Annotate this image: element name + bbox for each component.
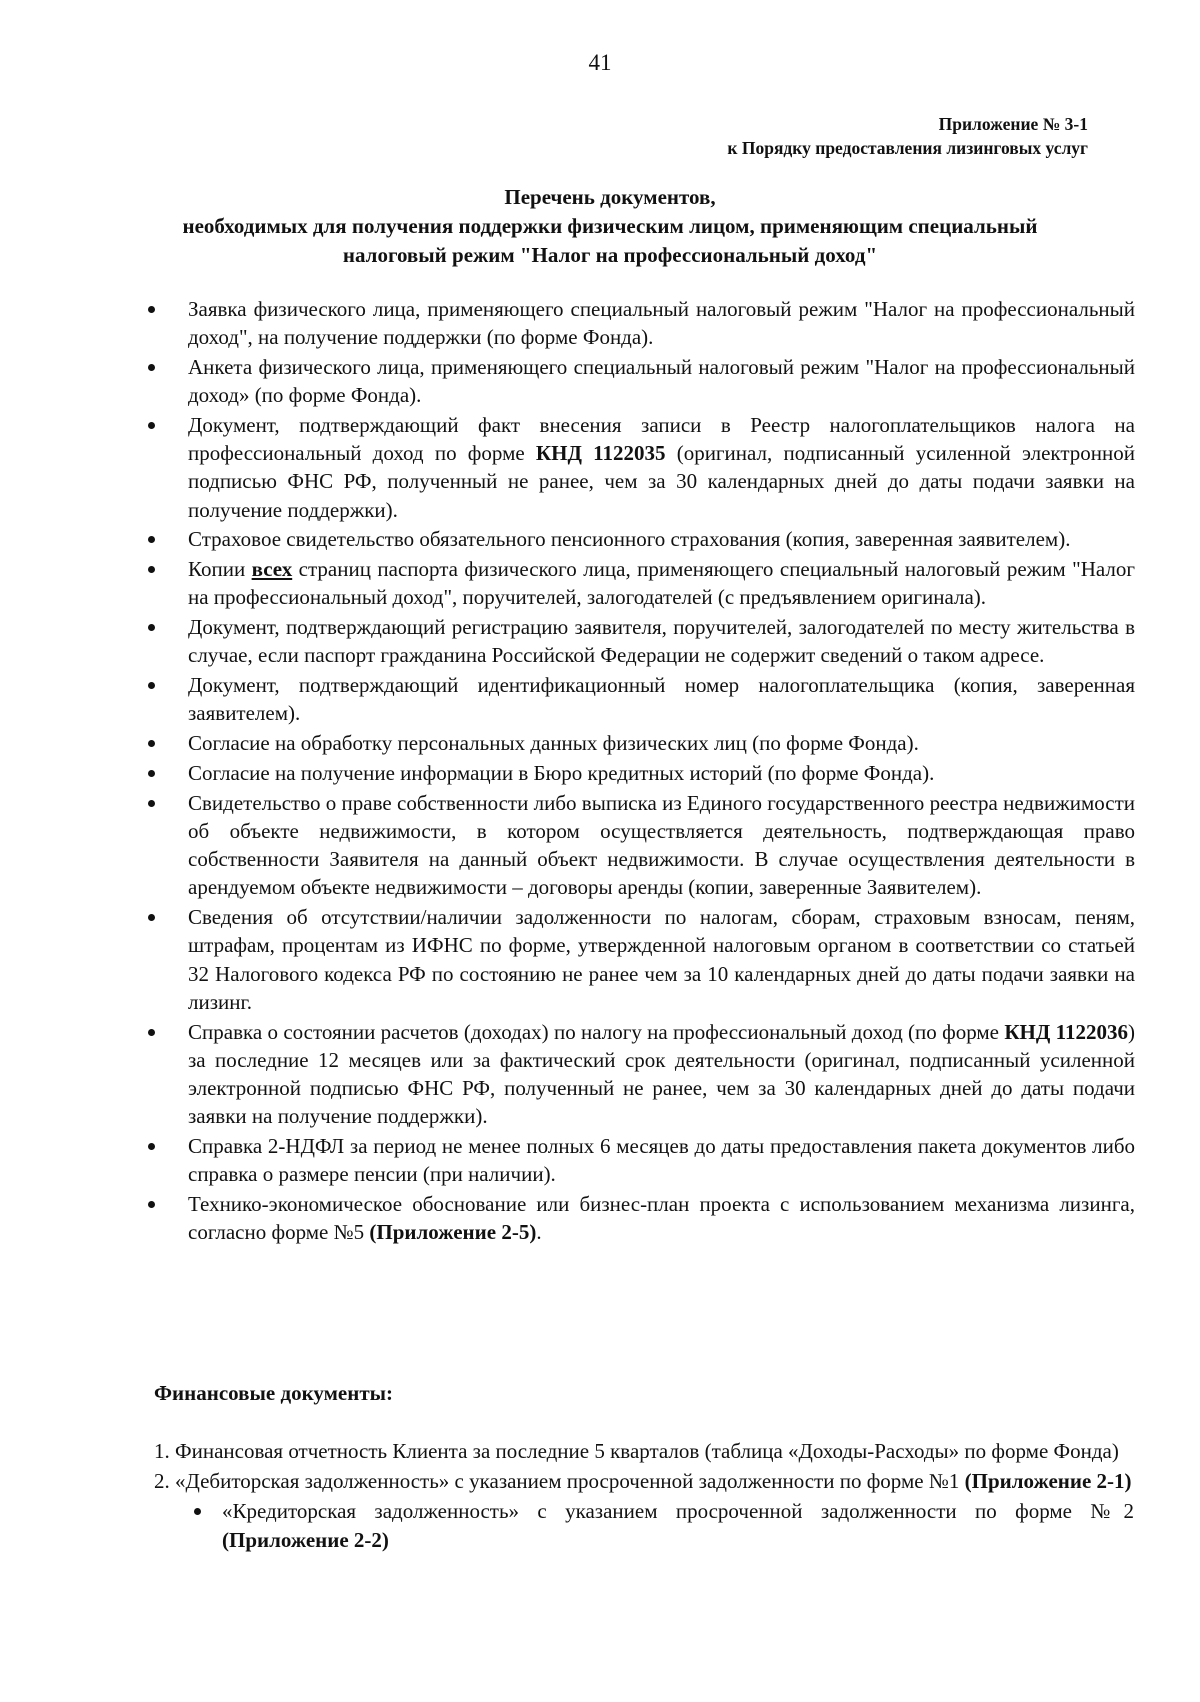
list-item-text: Свидетельство о праве собственности либо выписка из Единого государственного реестра недвижимости об объекте недвижимости, в котором осуществляется деятельность, подтверждающая право собственности Заявителя на данный объект недвижимости. В случае осуществления деятельности в арендуемом объекте недвижимости – договоры аренды (копии, заверенные Заявителем). [188, 790, 1135, 900]
appendix-number: Приложение № 3-1 [938, 114, 1088, 134]
appendix-reference-bold: (Приложение 2-5) [369, 1220, 537, 1245]
list-item-text: Справка 2-НДФЛ за период не менее полных 6 месяцев до даты предоставления пакета документов либо справка о размере пенсии (при наличии). [188, 1134, 1135, 1187]
appendix-reference-bold: (Приложение 2-1) [964, 1469, 1132, 1493]
list-item-text: Заявка физического лица, применяющего специальный налоговый режим "Налог на профессиональный доход", на получение поддержки (по форме Фонда). [188, 297, 1135, 350]
title-line-1: Перечень документов, [504, 185, 716, 209]
list-item [150, 789, 1135, 902]
appendix-subtitle: к Порядку предоставления лизинговых услуг [727, 138, 1088, 158]
text-run: (оригинал, подписанный усиленной электронной подписью ФНС РФ, полученный не ранее, чем за 30 календарных дней до даты подачи заявки на получение поддержки). [188, 441, 1136, 522]
list-item-text: Сведения об отсутствии/наличии задолженности по налогам, сборам, страховым взносам, пеням, штрафам, процентам из ИФНС по форме, утвержденной налоговым органом в соответствии со статьей 32 Налогового кодекса РФ по состоянию не ранее чем за 10 календарных дней до даты подачи заявки на лизинг. [188, 905, 1135, 1014]
list-item [150, 353, 1135, 409]
list-item-text [188, 411, 1135, 524]
list-item-text: Документ, подтверждающий идентификационный номер налогоплательщика (копия, заверенная заявителем). [188, 673, 1135, 726]
text-run: Технико-экономическое обоснование или бизнес-план проекта с использованием механизма лизинга, согласно форме №5 [188, 1192, 1135, 1245]
bullet-icon [194, 1508, 201, 1515]
text-run: . [536, 1220, 542, 1245]
list-item [150, 1190, 1135, 1246]
list-item-text [188, 1190, 1135, 1246]
financial-documents-heading: Финансовые документы: [154, 1381, 394, 1405]
list-item [150, 525, 1135, 553]
document-title [110, 183, 1110, 270]
list-item-text: Документ, подтверждающий регистрацию заявителя, поручителей, залогодателей по месту жительства в случае, если паспорт гражданина Российской Федерации не содержит сведений о таком адресе. [188, 615, 1135, 668]
text-run: страниц паспорта физического лица, применяющего специальный налоговый режим "Налог на профессиональный доход", поручителей, залогодателей (с предъявлением оригинала). [188, 557, 1135, 610]
list-item [150, 1132, 1135, 1188]
list-item-text: Согласие на обработку персональных данных физических лиц (по форме Фонда). [188, 731, 919, 756]
financial-sub-item [222, 1497, 1134, 1554]
list-item [150, 671, 1135, 727]
page-number: 41 [588, 50, 612, 75]
title-line-2: необходимых для получения поддержки физическим лицом, применяющим специальный [182, 214, 1038, 238]
list-item [150, 729, 1135, 757]
list-item-text: Согласие на получение информации в Бюро кредитных историй (по форме Фонда). [188, 761, 935, 785]
list-item [150, 411, 1135, 524]
financial-documents-list [154, 1437, 1134, 1554]
list-item-text [188, 1018, 1135, 1131]
text-run: «Кредиторская задолженность» с указанием просроченной задолженности по форме №2 [222, 1499, 1134, 1523]
text-run: ) за последние 12 месяцев или за фактический срок деятельности (оригинал, подписанный усиленной электронной подписью ФНС РФ, полученный не ранее, чем за 30 календарных дней до даты подачи заявки на получение поддержки). [188, 1019, 1135, 1129]
text-run: Справка о состоянии расчетов (доходах) по налогу на профессиональный доход (по форме [188, 1019, 1005, 1044]
appendix-reference [727, 112, 1088, 160]
list-item [150, 759, 1135, 787]
financial-item-2 [154, 1467, 1134, 1496]
title-line-3: налоговый режим "Налог на профессиональный доход" [342, 243, 878, 267]
text-run: Документ, подтверждающий факт внесения записи в Реестр налогоплательщиков налога на профессиональный доход по форме [188, 413, 1135, 466]
list-item-text [188, 555, 1135, 611]
list-item-text: Анкета физического лица, применяющего специальный налоговый режим "Налог на профессиональный доход» (по форме Фонда). [188, 355, 1135, 408]
list-item [150, 1018, 1135, 1131]
form-code: КНД 1122036 [1004, 1019, 1128, 1044]
list-item [150, 555, 1135, 611]
text-run: Копии [188, 557, 252, 582]
text-run: 2. «Дебиторская задолженность» с указанием просроченной задолженности по форме №1 [154, 1469, 965, 1493]
list-item [150, 613, 1135, 669]
emphasis-underlined: всех [251, 557, 293, 582]
appendix-reference-bold: (Приложение 2-2) [222, 1527, 389, 1552]
list-item [150, 903, 1135, 1016]
list-item-text: Страховое свидетельство обязательного пенсионного страхования (копия, заверенная заявителем). [188, 527, 1071, 552]
form-code: КНД 1122035 [535, 441, 666, 466]
financial-item-1: 1. Финансовая отчетность Клиента за последние 5 кварталов (таблица «Доходы-Расходы» по форме Фонда) [154, 1439, 1119, 1463]
required-documents-list [150, 295, 1135, 1248]
list-item [150, 295, 1135, 351]
